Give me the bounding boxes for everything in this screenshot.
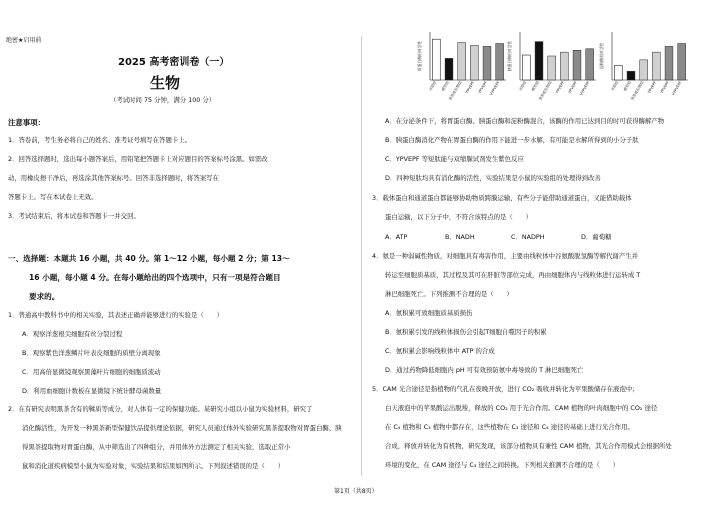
question-stem: 5．CAM 光合途径是指植物的气孔在夜晚开放，进行 CO₂ 吸收并转化为苹果酸储存在液泡中； (372, 385, 639, 393)
bar-3 (470, 45, 478, 80)
bar-chart-amylase (600, 28, 692, 110)
bar-4 (573, 50, 581, 80)
x-tick-label: YPVEPF (555, 80, 566, 95)
notes-line: 答题卡上。写在本试卷上无效。 (8, 193, 98, 201)
answer-option: C．YPVEPF 等短肽能与双缩脲试剂发生紫色反应 (385, 155, 524, 163)
x-tick-label: 黑茶提取物组 (630, 80, 645, 102)
x-tick-label: 对照组 (428, 80, 438, 92)
question-stem: 在 C₄ 植物和 C₃ 植物中都存在，这些植物在 C₃ 途径和 C₄ 途径的基础上进行光合作用。 (385, 423, 634, 431)
bar-5 (586, 49, 594, 80)
question-stem: 2．在有研究表明黑茶含有的鞣质等成分，对人体有一定的保健功能。某研究小组以小鼠为实验材料，研究了 (8, 405, 313, 413)
bar-chart-amylase-svg (600, 28, 692, 110)
bar-3 (560, 52, 568, 80)
x-tick-label: YPVEPF (659, 80, 670, 95)
question-stem: 蛋白运输，以下分子中，不符合该特点的是（ ） (385, 213, 532, 221)
bar-4 (665, 46, 673, 80)
x-tick-label: 对照组 (610, 80, 620, 92)
page-number: 第1页（共8页） (334, 488, 378, 495)
bar-3 (652, 52, 660, 80)
notes-line: 3．考试结束后，将本试卷和答题卡一并交回。 (8, 212, 140, 220)
bar-0 (432, 39, 440, 80)
bar-0 (614, 66, 622, 80)
notes-line: 2．回答选择题时，选出每小题答案后，用铅笔把答题卡上对应题目的答案标号涂黑。如需改 (8, 155, 268, 163)
subject-title: 生物 (150, 74, 181, 92)
answer-option: C．用高倍显微镜观察黑藻叶片细胞的细胞质流动 (22, 368, 161, 376)
question-stem: 3．载体蛋白和通道蛋白都能够协助物质跨膜运输，有些分子能借助通道蛋白，又能借助载体 (372, 194, 632, 202)
question-stem: 消化酶活性，为开发一种黑茶新型保健饮品提供理论依据，研究人员通过体外实验研究黑茶提取物对胃蛋白酶、胰 (22, 424, 342, 432)
bar-5 (496, 44, 504, 80)
x-tick-label: VYPVEPF (579, 80, 591, 97)
answer-option: A．氨积累可致细胞质基质损伤 (385, 309, 473, 317)
y-axis-label: 胃蛋白酶相对活性 (417, 40, 422, 72)
bar-2 (458, 43, 466, 80)
x-tick-label: 黑茶提取物组 (538, 80, 553, 102)
notes-line: 动，用橡皮擦干净后，再选涂其他答案标号。回答非选择题时，将答案写在 (8, 174, 219, 182)
bar-chart-trypsin-svg (508, 28, 600, 110)
section-heading: 一、选择题：本题共 16 小题，共 40 分。第 1～12 小题，每小题 2 分；第 13～ (8, 254, 290, 263)
notes-heading: 注意事项： (8, 118, 45, 127)
answer-option: C．NADPH (511, 233, 545, 241)
x-tick-label: 对照组 (518, 80, 528, 92)
answer-option: C．氨积累会影响线粒体中 ATP 的合成 (385, 347, 495, 355)
bar-1 (445, 58, 453, 80)
question-stem: 1．普通高中教科书中的相关实验，其表述正确并能够进行的实验是（ ） (8, 311, 223, 319)
bar-2 (640, 60, 648, 80)
x-tick-label: 模型组 (441, 80, 450, 92)
x-tick-label: YPVEPF (477, 80, 488, 95)
answer-option: D．通过药物降低细胞内 pH 可有效预防氨中毒导致的 T 淋巴细胞死亡 (385, 366, 584, 374)
bar-5 (678, 44, 686, 80)
answer-option: D．葡萄糖 (581, 233, 612, 241)
x-tick-label: VYPVEPF (671, 80, 683, 97)
question-stem: 鼠和消化道疾病模型小鼠为实验对象，实验结果和结果如图所示。下列叙述错误的是（ ） (22, 462, 285, 470)
confidential-mark: 绝密★启用前 (6, 37, 42, 44)
bar-0 (522, 55, 530, 80)
answer-option: A．在分泌条件下，将胃蛋白酶、胰蛋白酶和淀粉酶混合，该酶的作用已达到目的时可获得酶解产物 (385, 117, 665, 125)
answer-option: B．氨积累引发的线粒体损伤会引起T细胞自噬因子的积累 (385, 328, 547, 336)
bar-4 (483, 46, 491, 80)
column-divider (361, 36, 362, 476)
y-axis-label: 胰蛋白酶相对活性 (507, 40, 512, 72)
answer-option: A．ATP (385, 233, 408, 241)
exam-title: 2025 高考密训卷（一） (118, 57, 230, 68)
question-stem: 环境的变化，在 CAM 途径与 C₃ 途径之间转换。下列相关推测不合理的是（ ） (385, 461, 619, 469)
x-tick-label: YPVEPF (567, 80, 578, 95)
bar-2 (548, 56, 556, 80)
question-stem: 4．氨是一种弱碱性物质，对细胞具有毒害作用，主要由线粒体中谷氨酸脱氢酶等解代谢产生并 (372, 252, 639, 260)
answer-option: A．观察洋葱根尖细胞有丝分裂过程 (22, 330, 123, 338)
x-tick-label: VYPVEPF (489, 80, 501, 97)
answer-option: B．观察紫色洋葱鳞片叶表皮细胞的质壁分离现象 (22, 349, 161, 357)
bar-chart-pepsin (418, 28, 510, 110)
answer-option: D．四种短肽均具有消化酶的活性，实验结果是小鼠的实验组的处理得到改善 (385, 174, 601, 182)
answer-option: B．NADH (445, 233, 475, 241)
bar-chart-pepsin-svg (418, 28, 510, 110)
question-stem: 淋巴细胞死亡。下列推测不合理的是（ ） (385, 290, 513, 298)
bar-chart-trypsin (508, 28, 600, 110)
section-heading: 16 小题，每小题 4 分。在每小题给出的四个选项中，只有一项是符合题目 (29, 273, 281, 282)
section-heading: 要求的。 (29, 292, 60, 301)
y-axis-label: 淀粉酶相对活性 (599, 42, 604, 70)
x-tick-label: 模型组 (623, 80, 632, 92)
question-stem: 合成，释放并转化为有机物，研究发现，该部分植物具有兼性 CAM 植物，其光合作用模式会根据所处 (385, 442, 672, 450)
x-tick-label: 黑茶提取物组 (448, 80, 463, 102)
question-stem: 转运至细胞质基质，其过程及其可在肝脏等部位完成，再由细胞体内与线粒体进行运转成 T (385, 271, 641, 279)
question-stem: 得黑茶提取物对胃蛋白酶，从中筛选出了四种组分，并用体外方法测定了相关实验，选取正常小 (22, 443, 291, 451)
answer-option: B．胰蛋白酶消化产物在胃蛋白酶的作用下能进一步水解，有可能是水解所得到的小分子肽 (385, 136, 639, 144)
question-stem: 白天液泡中的苹果酸运出脱羧，释放的 CO₂ 用于光合作用。CAM 植物的叶肉细胞中的 CO₂ 途径 (385, 404, 658, 412)
bar-1 (627, 71, 635, 80)
x-tick-label: YPVEPF (647, 80, 658, 95)
bar-1 (535, 42, 543, 80)
x-tick-label: 模型组 (531, 80, 540, 92)
exam-info: （考试时间 75 分钟，满分 100 分） (110, 96, 216, 104)
x-tick-label: YPVEPF (465, 80, 476, 95)
answer-option: D．利用血细胞计数板在显微镜下统计酵母菌数量 (22, 387, 162, 395)
notes-line: 1．答卷前，考生务必将自己的姓名、准考证号填写在答题卡上。 (8, 136, 192, 144)
